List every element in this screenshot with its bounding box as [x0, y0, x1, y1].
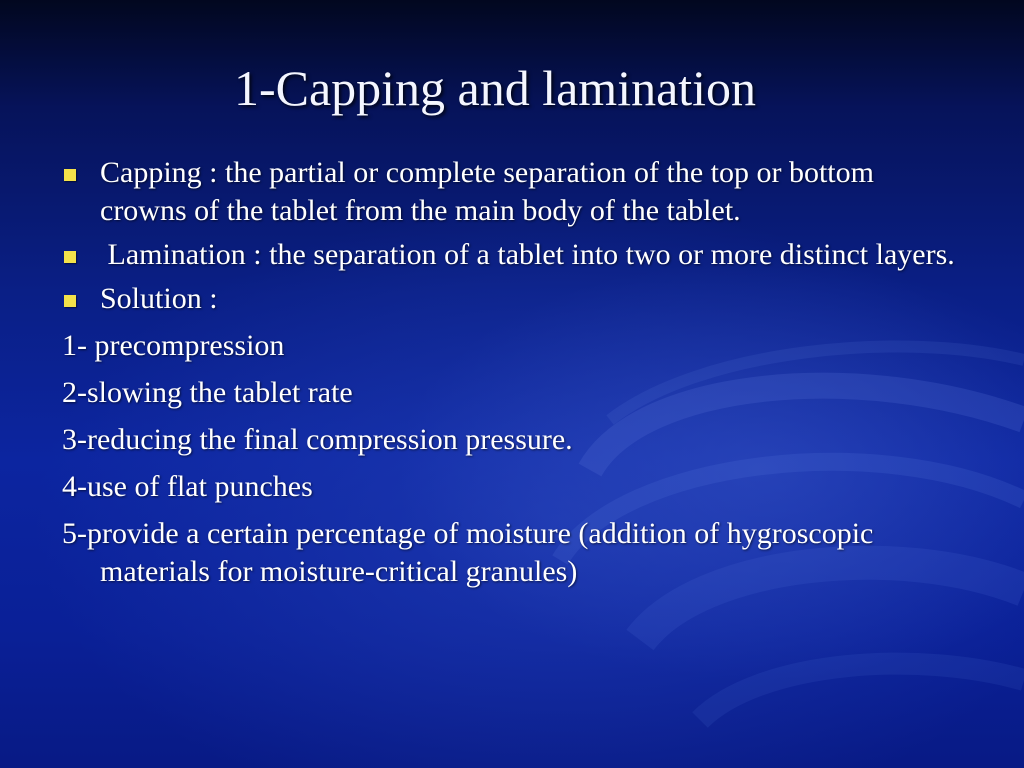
slide-body [62, 154, 962, 591]
solution-item-3: 3-reducing the final compression pressure. [62, 423, 573, 456]
square-bullet-icon [64, 251, 76, 263]
bullet-item-lamination [62, 236, 962, 274]
bullet-item-capping [62, 154, 962, 230]
solution-item-1: 1- precompression [62, 329, 285, 362]
bullet-item-solution [62, 280, 962, 318]
bullet-text: Lamination : the separation of a tablet into two or more distinct layers. [100, 238, 955, 271]
square-bullet-icon [64, 295, 76, 307]
bullet-text: Capping : the partial or complete separation of the top or bottom crowns of the tablet from the main body of the tablet. [100, 156, 874, 227]
slide-title: 1-Capping and lamination [233, 60, 757, 116]
solution-item-2: 2-slowing the tablet rate [62, 376, 353, 409]
bullet-text: Solution : [100, 282, 218, 315]
solution-item-4: 4-use of flat punches [62, 470, 313, 503]
square-bullet-icon [64, 169, 76, 181]
solution-item-5: 5-provide a certain percentage of moisture (addition of hygroscopic materials for moisture-critical granules) [62, 517, 874, 588]
